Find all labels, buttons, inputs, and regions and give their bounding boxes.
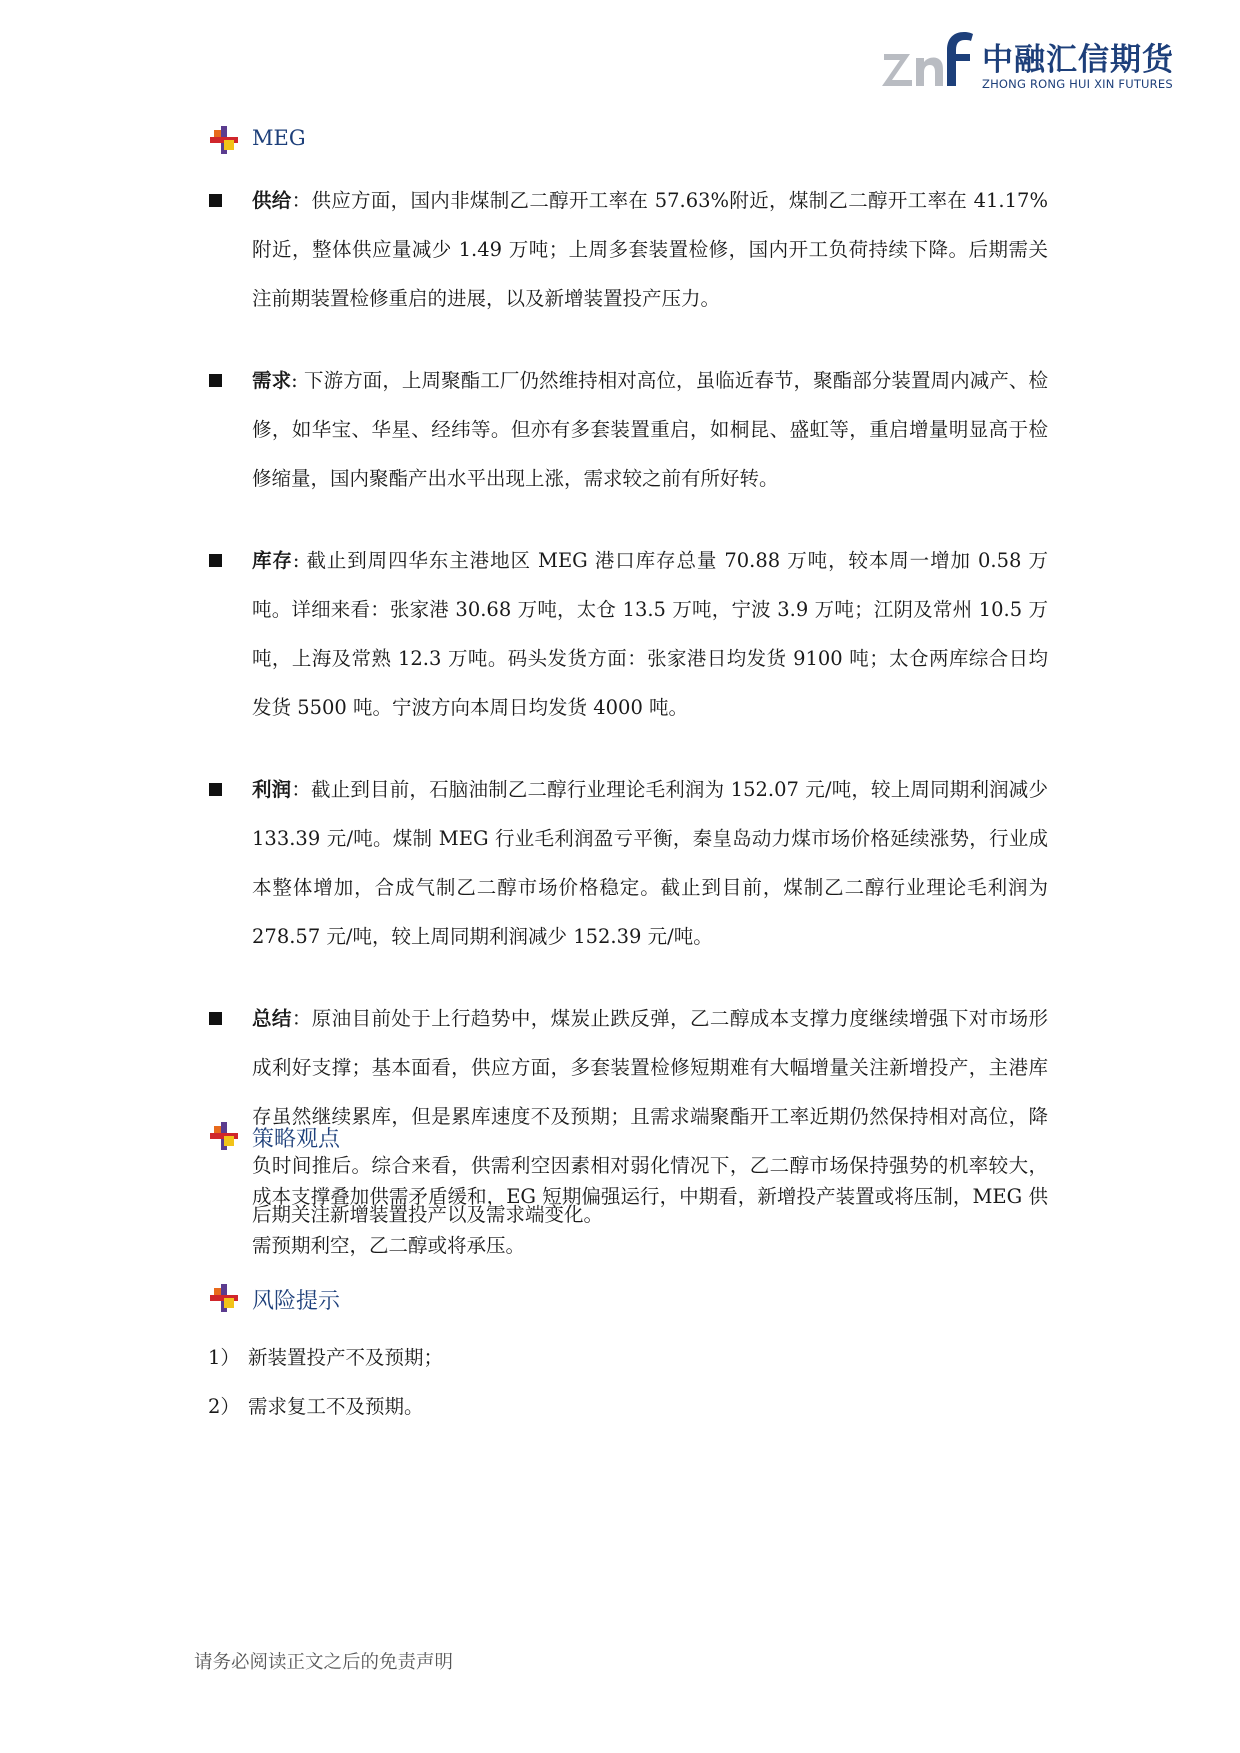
square-bullet-icon bbox=[209, 1012, 222, 1025]
bullet-label: 利润 bbox=[252, 778, 292, 801]
meg-bullet-list bbox=[206, 176, 1048, 1239]
section-bullet-icon bbox=[208, 1282, 240, 1314]
bullet-label: 总结 bbox=[252, 1007, 292, 1030]
strategy-paragraph: 成本支撑叠加供需矛盾缓和，EG 短期偏强运行，中期看，新增投产装置或将压制，MEG 供需预期利空，乙二醇或将承压。 bbox=[252, 1185, 1048, 1257]
bullet-supply bbox=[206, 176, 1048, 323]
risk-number: 1） bbox=[208, 1346, 240, 1369]
company-logo bbox=[880, 28, 1180, 90]
logo-english-name: ZHONG RONG HUI XIN FUTURES bbox=[982, 77, 1173, 91]
risk-list bbox=[208, 1333, 1048, 1431]
bullet-demand bbox=[206, 356, 1048, 503]
risk-text: 需求复工不及预期。 bbox=[248, 1395, 424, 1418]
square-bullet-icon bbox=[209, 554, 222, 567]
section-bullet-icon bbox=[208, 124, 240, 156]
bullet-separator: ： bbox=[291, 189, 312, 212]
bullet-text: 下游方面，上周聚酯工厂仍然维持相对高位，虽临近春节，聚酯部分装置周内减产、检修，如华宝、华星、经纬等。但亦有多套装置重启，如桐昆、盛虹等，重启增量明显高于检修缩量，国内聚酯产出水平出现上涨，需求较之前有所好转。 bbox=[252, 369, 1048, 490]
square-bullet-icon bbox=[209, 783, 222, 796]
risk-number: 2） bbox=[208, 1395, 240, 1418]
square-bullet-icon bbox=[209, 194, 222, 207]
bullet-text: 截止到目前，石脑油制乙二醇行业理论毛利润为 152.07 元/吨，较上周同期利润减少 133.39 元/吨。煤制 MEG 行业毛利润盈亏平衡，秦皇岛动力煤市场价格延续涨势，行业成本整体增加，合成气制乙二醇市场价格稳定。截止到目前，煤制乙二醇行业理论毛利润为 278.57 元/吨，较上周同期利润减少 152.39 元/吨。 bbox=[252, 778, 1048, 948]
logo-chinese-name: 中融汇信期货 bbox=[982, 42, 1174, 78]
bullet-profit bbox=[206, 765, 1048, 961]
risk-item bbox=[208, 1382, 1048, 1431]
square-bullet-icon bbox=[209, 374, 222, 387]
section-bullet-icon bbox=[208, 1120, 240, 1152]
bullet-text: 截止到周四华东主港地区 MEG 港口库存总量 70.88 万吨，较本周一增加 0.58 万吨。详细来看：张家港 30.68 万吨，太仓 13.5 万吨，宁波 3.9 万吨；江阴及常州 10.5 万吨，上海及常熟 12.3 万吨。码头发货方面：张家港日均发货 9100 吨；太仓两库综合日均发货 5500 吨。宁波方向本周日均发货 4000 吨。 bbox=[252, 549, 1048, 719]
bullet-label: 供给 bbox=[252, 189, 292, 212]
section-title: MEG bbox=[252, 126, 306, 150]
section-title: 策略观点 bbox=[252, 1127, 341, 1152]
risk-item bbox=[208, 1333, 1048, 1382]
bullet-separator: : bbox=[291, 369, 305, 392]
section-title: 风险提示 bbox=[252, 1289, 341, 1314]
bullet-text: 供应方面，国内非煤制乙二醇开工率在 57.63%附近，煤制乙二醇开工率在 41.17%附近，整体供应量减少 1.49 万吨；上周多套装置检修，国内开工负荷持续下降。后期需关注前期装置检修重启的进展，以及新增装置投产压力。 bbox=[252, 189, 1048, 310]
disclaimer-footer: 请务必阅读正文之后的免责声明 bbox=[194, 1652, 454, 1673]
bullet-label: 库存 bbox=[252, 549, 293, 572]
risk-text: 新装置投产不及预期； bbox=[248, 1346, 444, 1369]
logo-mark-icon bbox=[880, 28, 975, 90]
bullet-separator: ： bbox=[291, 778, 312, 801]
bullet-separator: ： bbox=[291, 1007, 312, 1030]
bullet-separator: : bbox=[292, 549, 307, 572]
bullet-label: 需求 bbox=[252, 369, 292, 392]
bullet-text: 原油目前处于上行趋势中，煤炭止跌反弹，乙二醇成本支撑力度继续增强下对市场形成利好支撑；基本面看，供应方面，多套装置检修短期难有大幅增量关注新增投产，主港库存虽然继续累库，但是累库速度不及预期；且需求端聚酯开工率近期仍然保持相对高位，降负时间推后。综合来看，供需利空因素相对弱化情况下，乙二醇市场保持强势的机率较大，后期关注新增装置投产以及需求端变化。 bbox=[252, 1007, 1048, 1226]
bullet-inventory bbox=[206, 536, 1048, 732]
